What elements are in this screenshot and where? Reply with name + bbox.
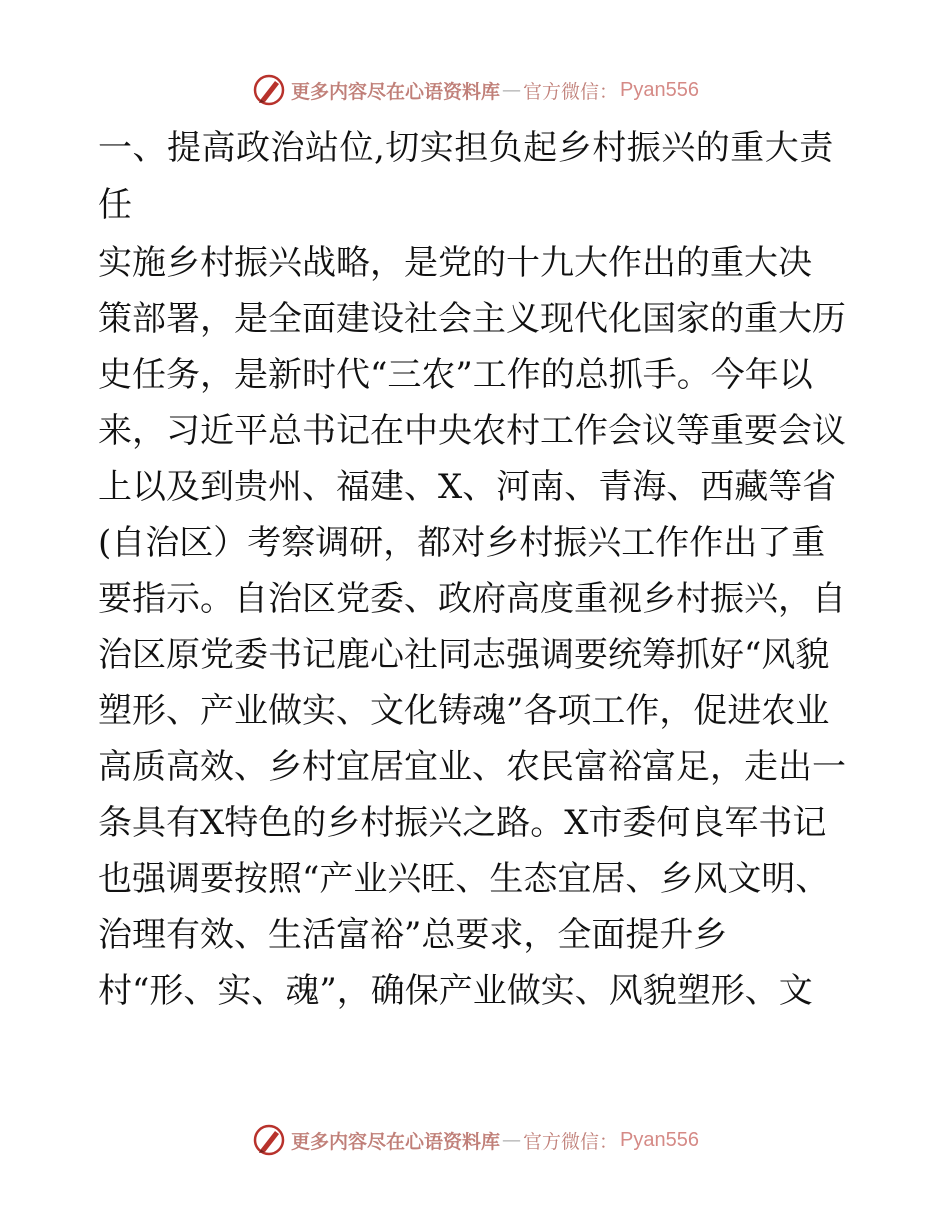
header-watermark xyxy=(0,70,950,110)
paragraph-line: 也强调要按照“产业兴旺、生态宜居、乡风文明、 xyxy=(98,859,830,899)
paragraph-line: 条具有X特色的乡村振兴之路。X市委何良军书记 xyxy=(98,803,827,843)
pen-logo-icon xyxy=(251,1122,287,1158)
header-banner-text: 更多内容尽在心语资料库 xyxy=(291,80,501,103)
footer-banner-dash: — xyxy=(502,1129,522,1151)
paragraph-line: (自治区）考察调研，都对乡村振兴工作作出了重 xyxy=(98,523,826,563)
footer-wechat-id: Pyan556 xyxy=(620,1128,699,1151)
paragraph-line: 实施乡村振兴战略，是党的十九大作出的重大决 xyxy=(98,243,812,283)
paragraph-line: 史任务，是新时代“三农”工作的总抓手。今年以 xyxy=(98,355,813,395)
paragraph-line: 上以及到贵州、福建、X、河南、青海、西藏等省 xyxy=(98,467,837,507)
footer-wechat-label: 官方微信： xyxy=(523,1130,619,1153)
header-wechat-id: Pyan556 xyxy=(620,78,699,101)
paragraph-line: 村“形、实、魂”，确保产业做实、风貌塑形、文 xyxy=(98,971,813,1011)
section-heading: 一、提高政治站位,切实担负起乡村振兴的重大责任 xyxy=(98,128,834,225)
paragraph-line: 来，习近平总书记在中央农村工作会议等重要会议 xyxy=(98,411,846,451)
pen-logo-icon xyxy=(251,72,287,108)
paragraph-line: 要指示。自治区党委、政府高度重视乡村振兴，自 xyxy=(98,579,846,619)
paragraph-line: 治理有效、生活富裕”总要求，全面提升乡 xyxy=(98,915,728,955)
footer-banner-text: 更多内容尽在心语资料库 xyxy=(291,1130,501,1153)
paragraph-line: 高质高效、乡村宜居宜业、农民富裕富足，走出一 xyxy=(98,747,846,787)
paragraph-line: 策部署，是全面建设社会主义现代化国家的重大历 xyxy=(98,299,846,339)
footer-watermark xyxy=(0,1120,950,1160)
paragraph-line: 治区原党委书记鹿心社同志强调要统筹抓好“风貌 xyxy=(98,635,830,675)
header-banner-dash: — xyxy=(502,79,522,101)
header-wechat-label: 官方微信： xyxy=(523,80,619,103)
paragraph-line: 塑形、产业做实、文化铸魂”各项工作，促进农业 xyxy=(98,691,830,731)
